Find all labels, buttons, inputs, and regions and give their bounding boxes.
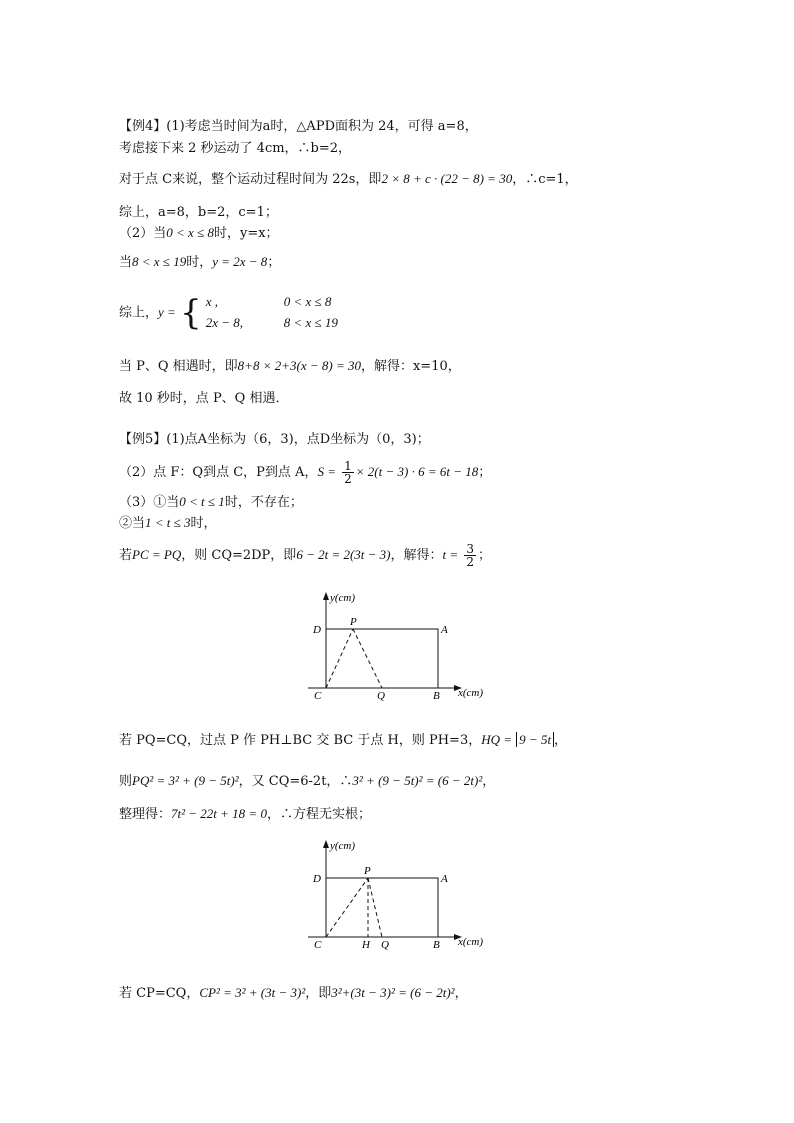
text: ，∴方程无实根； — [266, 807, 371, 822]
case-2-expr: 2x − 8, — [205, 315, 244, 330]
ex5-line-4 — [119, 514, 217, 533]
ex4-line-8 — [119, 357, 461, 376]
denominator: 2 — [466, 555, 474, 569]
ex5-line-5 — [119, 543, 491, 568]
ex5-line-3 — [119, 493, 303, 512]
denominator: 2 — [344, 472, 352, 486]
text: ，解得：x=10， — [360, 359, 461, 374]
text: 若 PQ=CQ，过点 P 作 PH⊥BC 交 BC 于点 H，则 PH=3， — [119, 733, 482, 748]
ex4-line-7-piecewise — [119, 292, 338, 334]
label-a: A — [441, 873, 448, 885]
text: ，∴c=1， — [512, 172, 578, 187]
ex5-line-9 — [119, 984, 468, 1003]
text: 时， — [190, 516, 217, 531]
math-expression: 2 × 8 + c · (22 − 8) = 30 — [381, 171, 513, 186]
label-d: D — [313, 624, 321, 636]
ex5-line-8 — [119, 805, 371, 824]
figure-1 — [300, 588, 500, 708]
text: ， — [554, 733, 568, 748]
text: 时，不存在； — [224, 495, 303, 510]
segment-pq — [353, 629, 382, 688]
math-expression: × 2(t − 3) · 6 = 6t − 18 — [355, 464, 479, 479]
math-t: t = — [442, 547, 459, 562]
label-c: C — [314, 690, 322, 702]
text: 当 P、Q 相遇时，即 — [119, 359, 238, 374]
brace-symbol: { — [179, 293, 202, 333]
numerator: 1 — [344, 459, 352, 473]
figure-2 — [300, 836, 500, 958]
text: ； — [477, 548, 491, 563]
case-1-cond: 0 < x ≤ 8 — [283, 294, 332, 309]
y-axis-arrow-icon — [323, 840, 329, 848]
ex4-line-5 — [119, 224, 279, 243]
numerator: 3 — [466, 542, 474, 556]
segment-pq — [368, 878, 382, 937]
ex4-line-3 — [119, 170, 578, 189]
label-b: B — [433, 939, 440, 951]
text: ，又 CQ=6-2t，∴ — [238, 774, 353, 789]
text: 若 CP=CQ， — [119, 986, 200, 1001]
text: ②当 — [119, 516, 146, 531]
label-q: Q — [381, 939, 389, 951]
text: 若 — [119, 548, 133, 563]
text: ， — [482, 774, 496, 789]
label-q: Q — [377, 690, 385, 702]
label-y-axis: y(cm) — [330, 840, 356, 852]
text: 整理得： — [119, 807, 172, 822]
case-1 — [206, 292, 338, 313]
segment-cp — [326, 878, 368, 937]
math-expression: 8 < x ≤ 19 — [132, 254, 187, 269]
text: （2）点 F：Q到点 C，P到点 A， — [119, 465, 318, 480]
text: 对于点 C来说，整个运动过程时间为 22s，即 — [119, 172, 382, 187]
math-s: S = — [317, 464, 336, 479]
case-2-cond: 8 < x ≤ 19 — [283, 315, 338, 330]
label-y-axis: y(cm) — [330, 592, 356, 604]
case-2 — [206, 313, 338, 334]
ex5-line-2 — [119, 460, 491, 485]
case-1-expr: x , — [205, 294, 219, 309]
math-expression: 0 < t ≤ 1 — [179, 494, 225, 509]
ex5-line-1: 【例5】(1)点A坐标为（6，3)，点D坐标为（0，3)； — [119, 432, 430, 447]
label-p: P — [350, 616, 357, 628]
text: 则 — [119, 774, 133, 789]
text: 时，y=x； — [213, 226, 279, 241]
ex4-line-2: 考虑接下来 2 秒运动了 4cm，∴b=2， — [119, 141, 352, 156]
text: ； — [267, 255, 281, 270]
rectangle-dabc — [326, 878, 438, 937]
ex4-line-6 — [119, 253, 280, 272]
label-a: A — [441, 624, 448, 636]
ex5-line-7 — [119, 772, 495, 791]
ex4-line-9: 故 10 秒时，点 P、Q 相遇． — [119, 391, 289, 406]
label-d: D — [313, 873, 321, 885]
y-axis-arrow-icon — [323, 592, 329, 600]
math-expression: 6 − 2t = 2(3t − 3) — [296, 547, 391, 562]
math-expression: 3²+(3t − 3)² = (6 − 2t)² — [331, 985, 455, 1000]
math-expression: CP² = 3² + (3t − 3)² — [199, 985, 306, 1000]
piecewise-cases — [206, 292, 338, 334]
ex4-line-4: 综上，a=8，b=2，c=1； — [119, 205, 278, 220]
fraction-one-half — [342, 460, 354, 485]
text: ，即 — [305, 986, 332, 1001]
math-expression: 1 < t ≤ 3 — [145, 515, 191, 530]
text: （3）①当 — [119, 495, 180, 510]
math-expression: PQ² = 3² + (9 − 5t)² — [132, 773, 239, 788]
rectangle-dabc — [326, 629, 438, 688]
absolute-value: 9 − 5t — [516, 732, 554, 747]
text: ，则 CQ=2DP，即 — [181, 548, 297, 563]
text: 当 — [119, 255, 133, 270]
label-x-axis: x(cm) — [458, 687, 484, 699]
text: ； — [478, 465, 492, 480]
math-expression: PC = PQ — [132, 547, 182, 562]
math-expression: 8+8 × 2+3(x − 8) = 30 — [237, 358, 361, 373]
label-h: H — [362, 939, 370, 951]
label-x-axis: x(cm) — [458, 936, 484, 948]
text: 时， — [186, 255, 213, 270]
text: ， — [454, 986, 468, 1001]
math-expression: y = 2x − 8 — [212, 254, 268, 269]
segment-cp — [326, 629, 353, 688]
ex4-line-1: 【例4】(1)考虑当时间为a时，△APD面积为 24，可得 a=8， — [119, 119, 478, 134]
text: 综上， — [119, 305, 159, 321]
math-y: y = — [158, 304, 176, 320]
label-c: C — [314, 939, 322, 951]
label-b: B — [433, 690, 440, 702]
text: （2）当 — [119, 226, 167, 241]
math-expression: 0 < x ≤ 8 — [166, 225, 214, 240]
text: ，解得： — [390, 548, 443, 563]
math-expression: 7t² − 22t + 18 = 0 — [171, 806, 267, 821]
label-p: P — [364, 865, 371, 877]
math-hq: HQ = — [481, 732, 513, 747]
fraction-three-halves — [464, 543, 476, 568]
ex5-line-6 — [119, 731, 567, 750]
math-expression: 3² + (9 − 5t)² = (6 − 2t)² — [352, 773, 483, 788]
